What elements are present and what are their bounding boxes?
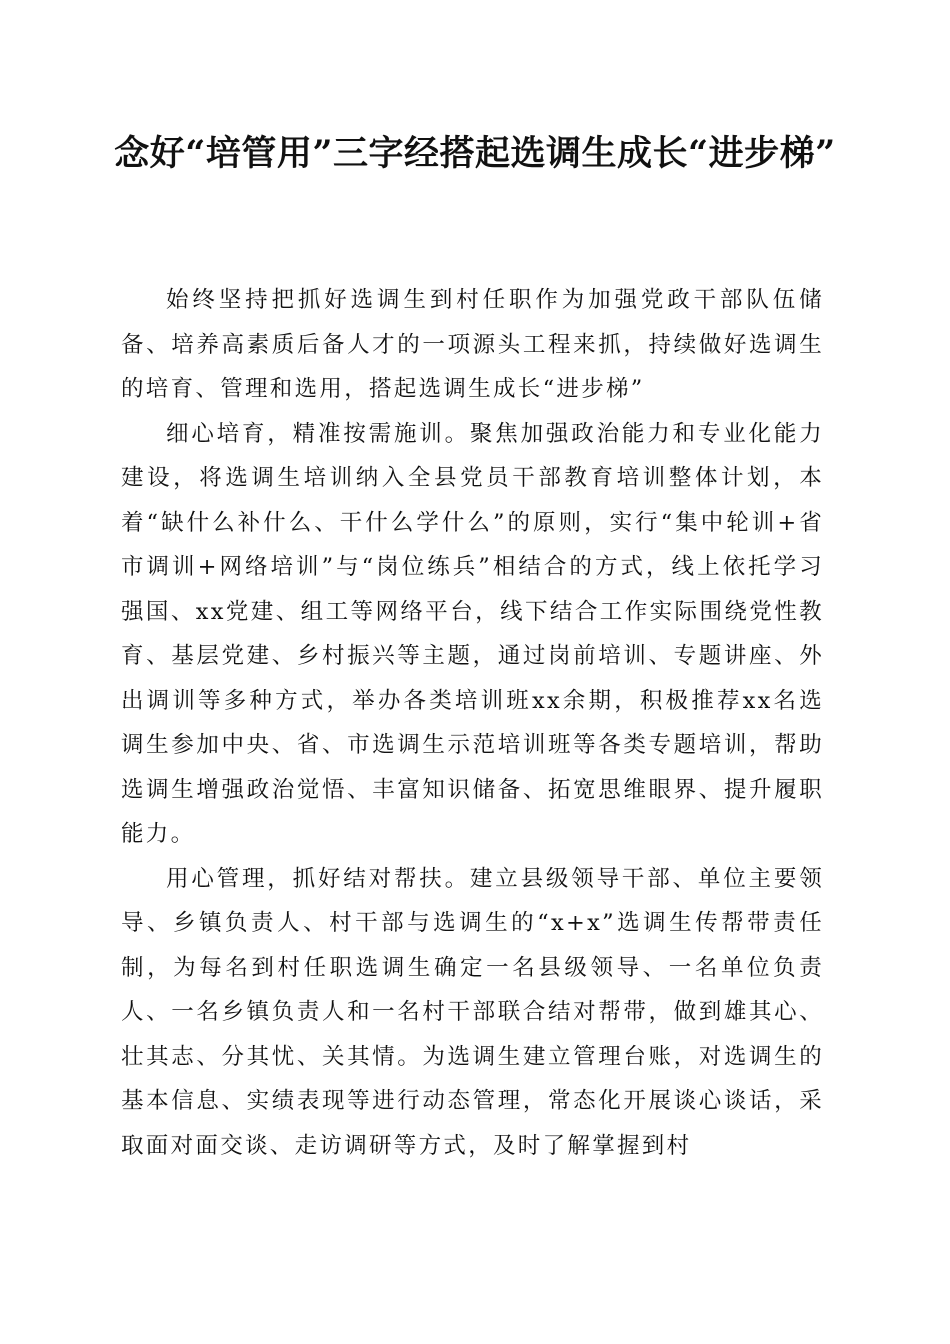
document-body [121,278,824,1168]
document-title: 念好“培管用”三字经搭起选调生成长“进步梯” [114,133,836,174]
paragraph-intro: 始终坚持把抓好选调生到村任职作为加强党政干部队伍储备、培养高素质后备人才的一项源头工程来抓，持续做好选调生的培育、管理和选用，搭起选调生成长“进步梯” [121,287,824,402]
paragraph-management: 用心管理，抓好结对帮扶。建立县级领导干部、单位主要领导、乡镇负责人、村干部与选调生的“x+x”选调生传帮带责任制，为每名到村任职选调生确定一名县级领导、一名单位负责人、一名乡镇负责人和一名村干部联合结对帮带，做到雄其心、壮其志、分其忧、关其情。为选调生建立管理台账，对选调生的基本信息、实绩表现等进行动态管理，常态化开展谈心谈话，采取面对面交谈、走访调研等方式，及时了解掌握到村 [121,865,824,1159]
paragraph-training: 细心培育，精准按需施训。聚焦加强政治能力和专业化能力建设，将选调生培训纳入全县党员干部教育培训整体计划，本着“缺什么补什么、干什么学什么”的原则，实行“集中轮训+省市调训+网络培训”与“岗位练兵”相结合的方式，线上依托学习强国、xx党建、组工等网络平台，线下结合工作实际围绕党性教育、基层党建、乡村振兴等主题，通过岗前培训、专题讲座、外出调训等多种方式，举办各类培训班xx余期，积极推荐xx名选调生参加中央、省、市选调生示范培训班等各类专题培训，帮助选调生增强政治觉悟、丰富知识储备、拓宽思维眼界、提升履职能力。 [121,420,824,847]
